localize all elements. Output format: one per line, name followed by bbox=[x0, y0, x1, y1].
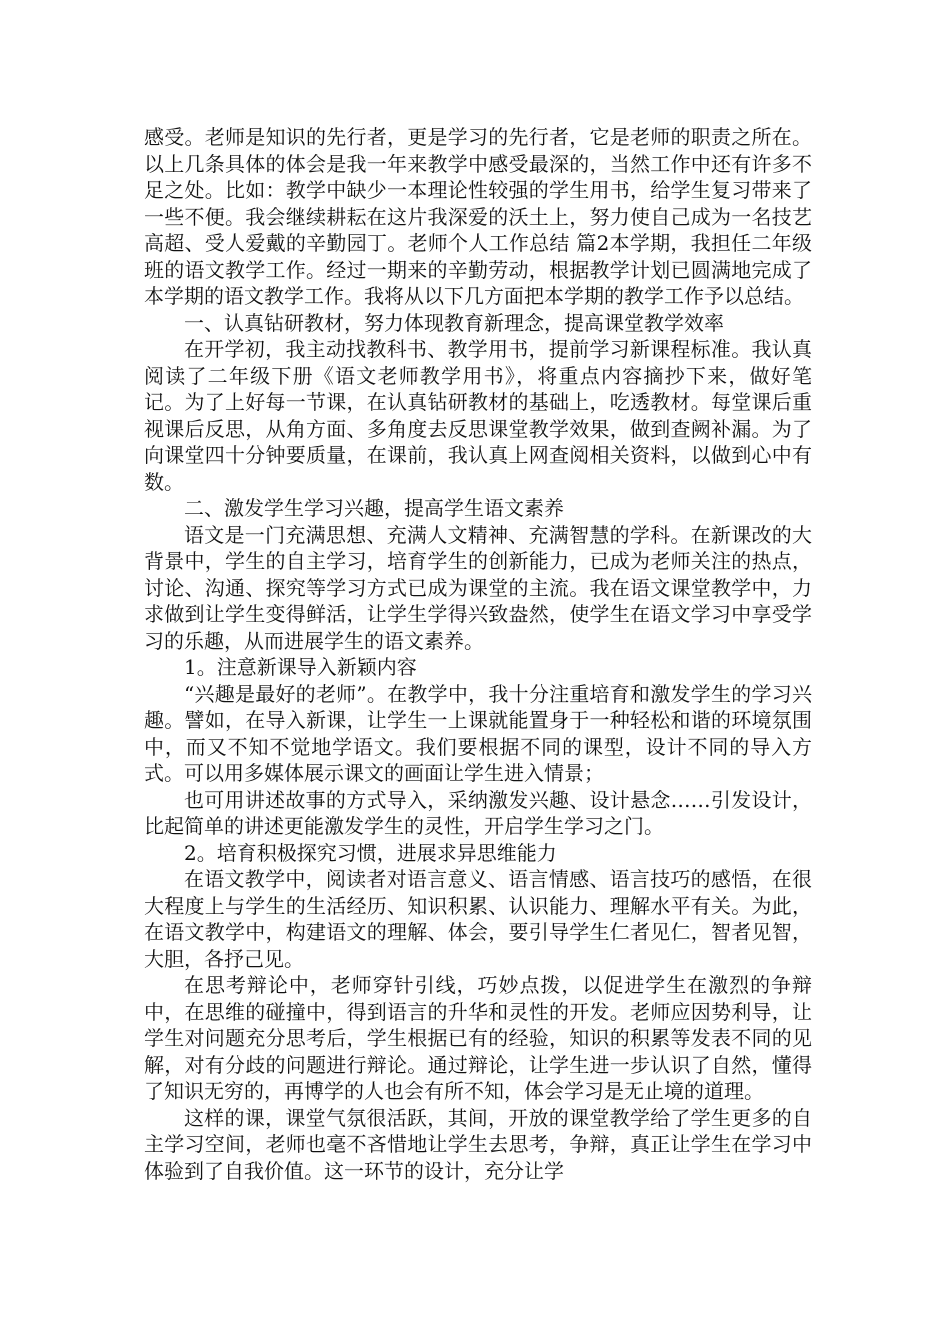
paragraph: 二、激发学生学习兴趣，提高学生语文素养 bbox=[184, 496, 564, 520]
paragraph: 一、认真钻研教材，努力体现教育新理念，提高课堂教学效率 bbox=[184, 310, 724, 335]
paragraph: 感受。老师是知识的先行者，更是学习的先行者，它是老师的职责之所在。以上几条具体的体会是我一年来教学中感受最深的，当然工作中还有许多不足之处。比如：教学中缺少一本理论性较强的学生用书，给学生复习带来了一些不便。我会继续耕耘在这片我深爱的沃土上，努力使自己成为一名技艺高超、受人爱戴的辛勤园丁。老师个人工作总结 篇2本学期，我担任二年级班的语文教学工作。经过一期来的辛勤劳动，根据教学计划已圆满地完成了本学期的语文教学工作。我将从以下几方面把本学期的教学工作予以总结。 bbox=[144, 125, 812, 308]
body-text bbox=[144, 124, 812, 1184]
paragraph: 在开学初，我主动找教科书、教学用书，提前学习新课程标准。我认真阅读了二年级下册《语文老师教学用书》，将重点内容摘抄下来，做好笔记。为了上好每一节课，在认真钻研教材的基础上，吃透教材。每堂课后重视课后反思，从角方面、多角度去反思课堂教学效果，做到查阙补漏。为了向课堂四十分钟要质量，在课前，我认真上网查阅相关资料，以做到心中有数。 bbox=[144, 337, 812, 494]
paragraph: 1。注意新课导入新颖内容 bbox=[184, 655, 417, 679]
paragraph: 在语文教学中，阅读者对语言意义、语言情感、语言技巧的感悟，在很大程度上与学生的生活经历、知识积累、认识能力、理解水平有关。为此，在语文教学中，构建语文的理解、体会，要引导学生仁者见仁，智者见智，大胆，各抒己见。 bbox=[144, 867, 812, 971]
paragraph: “兴趣是最好的老师”。在教学中，我十分注重培育和激发学生的学习兴趣。譬如，在导入新课，让学生一上课就能置身于一种轻松和谐的环境氛围中，而又不知不觉地学语文。我们要根据不同的课型，设计不同的导入方式。可以用多媒体展示课文的画面让学生进入情景； bbox=[144, 681, 812, 785]
paragraph: 在思考辩论中，老师穿针引线，巧妙点拨，以促进学生在激烈的争辩中，在思维的碰撞中，得到语言的升华和灵性的开发。老师应因势利导，让学生对问题充分思考后，学生根据已有的经验，知识的积累等发表不同的见解，对有分歧的问题进行辩论。通过辩论，让学生进一步认识了自然，懂得了知识无穷的，再博学的人也会有所不知，体会学习是无止境的道理。 bbox=[144, 973, 812, 1103]
paragraph: 也可用讲述故事的方式导入，采纳激发兴趣、设计悬念……引发设计，比起简单的讲述更能激发学生的灵性，开启学生学习之门。 bbox=[144, 787, 812, 838]
paragraph: 语文是一门充满思想、充满人文精神、充满智慧的学科。在新课改的大背景中，学生的自主学习，培育学生的创新能力，已成为老师关注的热点，讨论、沟通、探究等学习方式已成为课堂的主流。我在语文课堂教学中，力求做到让学生变得鲜活，让学生学得兴致盎然，使学生在语文学习中享受学习的乐趣，从而进展学生的语文素养。 bbox=[144, 522, 812, 653]
paragraph: 这样的课，课堂气氛很活跃，其间，开放的课堂教学给了学生更多的自主学习空间，老师也毫不吝惜地让学生去思考，争辩，真正让学生在学习中体验到了自我价值。这一环节的设计，充分让学 bbox=[144, 1105, 812, 1183]
paragraph: 2。培育积极探究习惯，进展求异思维能力 bbox=[184, 840, 557, 865]
